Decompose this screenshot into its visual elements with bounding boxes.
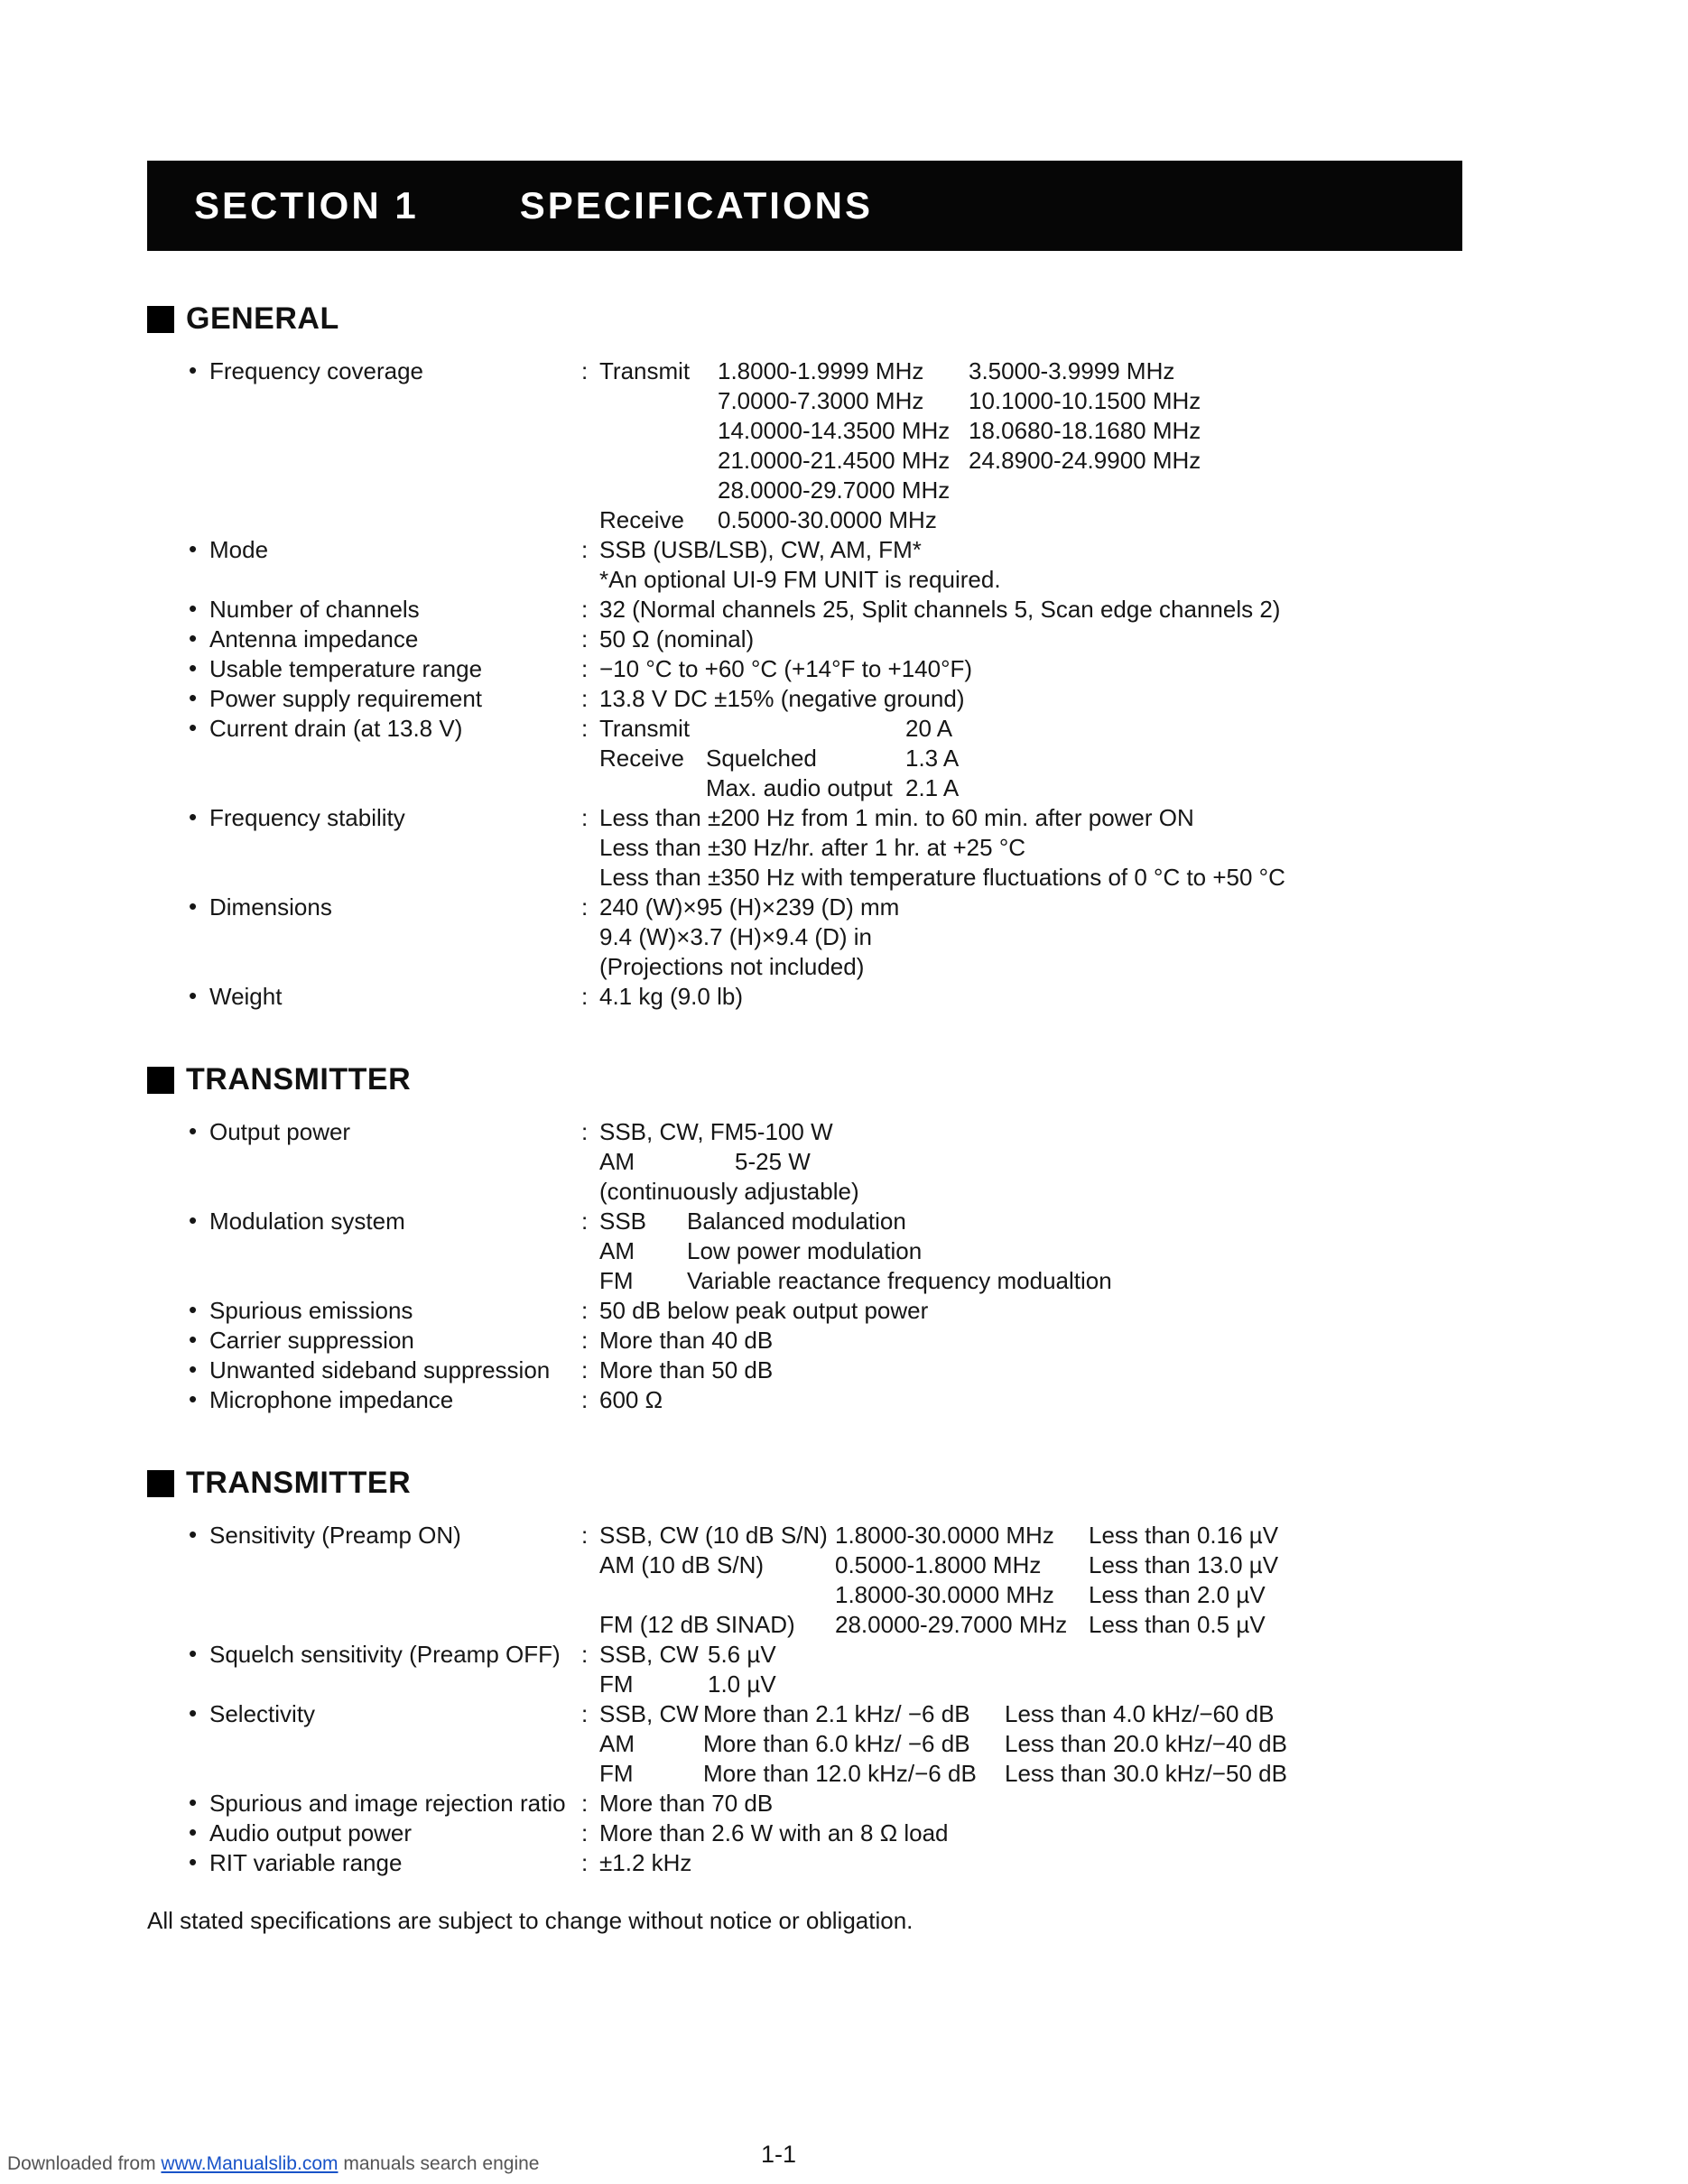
colon-separator: :	[581, 1386, 589, 1413]
value-line	[599, 654, 1501, 684]
value-cell: More than 50 dB	[599, 1356, 774, 1384]
value-line	[599, 416, 1501, 446]
value-cell: Less than ±30 Hz/hr. after 1 hr. at +25 °C	[599, 834, 1025, 861]
value-line	[599, 535, 1501, 565]
value-line	[599, 1236, 1501, 1266]
value-cell: Variable reactance frequency modualtion	[687, 1267, 1112, 1294]
value-cell: 14.0000-14.3500 MHz	[718, 417, 951, 444]
value-line	[599, 1296, 1501, 1326]
spec-label	[147, 1117, 581, 1147]
colon-separator: :	[581, 1700, 589, 1727]
value-cell: 5-25 W	[735, 1148, 811, 1175]
colon-separator: :	[581, 685, 589, 712]
spec-label-text: Mode	[209, 536, 269, 563]
value-cell: More than 6.0 kHz/ −6 dB	[703, 1730, 970, 1757]
spec-row	[147, 1699, 1501, 1789]
value-line	[599, 922, 1501, 952]
spec-label-text: Audio output power	[209, 1819, 413, 1846]
spec-label	[147, 893, 581, 922]
value-cell: Less than 2.0 µV	[1089, 1581, 1266, 1608]
value-cell: 9.4 (W)×3.7 (H)×9.4 (D) in	[599, 923, 872, 950]
bullet-icon: •	[189, 1356, 198, 1383]
bullet-icon: •	[189, 654, 198, 681]
value-cell: Max. audio output	[706, 774, 893, 801]
spec-label	[147, 1640, 581, 1670]
colon-separator: :	[581, 596, 589, 623]
value-cell: Less than 0.5 µV	[1089, 1611, 1266, 1638]
section-heading-label: TRANSMITTER	[186, 1062, 412, 1097]
bullet-icon: •	[189, 1385, 198, 1412]
colon-separator: :	[581, 1297, 589, 1324]
value-line	[599, 1117, 1501, 1147]
value-line	[599, 952, 1501, 982]
bullet-icon: •	[189, 1521, 198, 1548]
spec-row	[147, 1296, 1501, 1326]
section-heading	[147, 1466, 1501, 1501]
footer-note: All stated specifications are subject to change without notice or obligation.	[147, 1907, 914, 1934]
value-line	[599, 714, 1501, 744]
spec-label-text: Usable temperature range	[209, 655, 483, 682]
value-line	[599, 1640, 1501, 1670]
spec-label	[147, 1326, 581, 1356]
spec-value	[599, 654, 1501, 684]
spec-section	[147, 1062, 1501, 1415]
value-line	[599, 386, 1501, 416]
value-cell: 1.3 A	[905, 745, 960, 772]
value-line	[599, 446, 1501, 476]
spec-label-text: Unwanted sideband suppression	[209, 1356, 551, 1384]
value-cell: 5-100 W	[744, 1118, 833, 1145]
spec-label	[147, 1296, 581, 1326]
bullet-icon: •	[189, 893, 198, 920]
value-cell: AM	[599, 1730, 635, 1757]
spec-value	[599, 356, 1501, 535]
value-cell: 3.5000-3.9999 MHz	[969, 357, 1175, 384]
value-cell: More than 2.6 W with an 8 Ω load	[599, 1819, 949, 1846]
value-cell: Less than 4.0 kHz/−60 dB	[1005, 1700, 1275, 1727]
spec-label-text: Current drain (at 13.8 V)	[209, 715, 463, 742]
section-heading	[147, 1062, 1501, 1097]
bullet-icon: •	[189, 625, 198, 652]
section-heading-label: TRANSMITTER	[186, 1466, 412, 1500]
value-cell: 28.0000-29.7000 MHz	[835, 1611, 1068, 1638]
value-cell: Balanced modulation	[687, 1208, 906, 1235]
colon-separator: :	[581, 655, 589, 682]
value-cell: SSB	[599, 1208, 647, 1235]
colon-separator: :	[581, 983, 589, 1010]
spec-row	[147, 893, 1501, 982]
value-cell: FM	[599, 1760, 634, 1787]
spec-row	[147, 982, 1501, 1012]
spec-label	[147, 625, 581, 654]
value-line	[599, 833, 1501, 863]
spec-row	[147, 654, 1501, 684]
spec-label-text: Spurious emissions	[209, 1297, 413, 1324]
spec-value	[599, 1296, 1501, 1326]
colon-separator: :	[581, 625, 589, 652]
spec-row	[147, 1326, 1501, 1356]
spec-row	[147, 1117, 1501, 1207]
value-cell: Receive	[599, 745, 684, 772]
page-number: 1-1	[761, 2141, 797, 2168]
spec-row	[147, 1789, 1501, 1818]
page-title: SPECIFICATIONS	[519, 184, 873, 227]
value-cell: Squelched	[706, 745, 817, 772]
spec-label-text: Weight	[209, 983, 283, 1010]
spec-row	[147, 356, 1501, 535]
section-marker-icon	[147, 1470, 174, 1497]
spec-value	[599, 1699, 1501, 1789]
value-cell: SSB, CW	[599, 1641, 699, 1668]
value-cell: 50 dB below peak output power	[599, 1297, 929, 1324]
value-line	[599, 1699, 1501, 1729]
value-line	[599, 1550, 1501, 1580]
value-cell: (continuously adjustable)	[599, 1178, 859, 1205]
value-line	[599, 1266, 1501, 1296]
value-line	[599, 1759, 1501, 1789]
spec-label-text: Frequency stability	[209, 804, 405, 831]
bullet-icon: •	[189, 1848, 198, 1875]
colon-separator: :	[581, 893, 589, 921]
value-cell: −10 °C to +60 °C (+14°F to +140°F)	[599, 655, 973, 682]
colon-separator: :	[581, 1790, 589, 1817]
section-number: SECTION 1	[194, 184, 419, 227]
value-cell: Low power modulation	[687, 1237, 923, 1264]
colon-separator: :	[581, 1819, 589, 1846]
spec-section	[147, 1466, 1501, 1878]
value-cell: Less than ±200 Hz from 1 min. to 60 min. after power ON	[599, 804, 1194, 831]
value-cell: 1.8000-30.0000 MHz	[835, 1581, 1054, 1608]
bullet-icon: •	[189, 1640, 198, 1667]
manualslib-link[interactable]: www.Manualslib.com	[161, 2153, 339, 2174]
spec-label	[147, 654, 581, 684]
value-cell: Transmit	[599, 715, 691, 742]
value-line	[599, 982, 1501, 1012]
value-cell: 600 Ω	[599, 1386, 663, 1413]
value-cell: Less than ±350 Hz with temperature fluctuations of 0 °C to +50 °C	[599, 864, 1285, 891]
value-line	[599, 1670, 1501, 1699]
spec-label-text: Sensitivity (Preamp ON)	[209, 1522, 461, 1549]
value-line	[599, 1729, 1501, 1759]
bullet-icon: •	[189, 1789, 198, 1816]
spec-value	[599, 1385, 1501, 1415]
value-cell: More than 40 dB	[599, 1327, 774, 1354]
value-line	[599, 1326, 1501, 1356]
value-cell: 1.0 µV	[708, 1670, 776, 1698]
value-cell: 50 Ω (nominal)	[599, 625, 755, 652]
value-cell: 2.1 A	[905, 774, 960, 801]
colon-separator: :	[581, 1641, 589, 1668]
spec-label	[147, 714, 581, 744]
value-line	[599, 1789, 1501, 1818]
spec-value	[599, 1818, 1501, 1848]
value-line	[599, 476, 1501, 505]
spec-label	[147, 1385, 581, 1415]
spec-label	[147, 1356, 581, 1385]
spec-value	[599, 1117, 1501, 1207]
bullet-icon: •	[189, 535, 198, 562]
spec-value	[599, 1326, 1501, 1356]
spec-value	[599, 595, 1501, 625]
colon-separator: :	[581, 715, 589, 742]
spec-value	[599, 1640, 1501, 1699]
bullet-icon: •	[189, 684, 198, 711]
spec-row	[147, 1640, 1501, 1699]
value-cell: Less than 30.0 kHz/−50 dB	[1005, 1760, 1287, 1787]
spec-row	[147, 1356, 1501, 1385]
spec-value	[599, 1848, 1501, 1878]
value-cell: 21.0000-21.4500 MHz	[718, 447, 951, 474]
colon-separator: :	[581, 1327, 589, 1354]
bullet-icon: •	[189, 803, 198, 830]
colon-separator: :	[581, 1522, 589, 1549]
spec-label-text: Squelch sensitivity (Preamp OFF)	[209, 1641, 561, 1668]
spec-label-text: Spurious and image rejection ratio	[209, 1790, 566, 1817]
value-cell: Receive	[599, 506, 684, 533]
colon-separator: :	[581, 1118, 589, 1145]
value-line	[599, 625, 1501, 654]
value-cell: AM	[599, 1237, 635, 1264]
value-cell: FM (12 dB SINAD)	[599, 1611, 795, 1638]
spec-row	[147, 1207, 1501, 1296]
spec-value	[599, 1521, 1501, 1640]
value-cell: SSB, CW, FM	[599, 1118, 745, 1145]
value-line	[599, 773, 1501, 803]
value-cell: 18.0680-18.1680 MHz	[969, 417, 1201, 444]
spec-label-text: Power supply requirement	[209, 685, 483, 712]
value-cell: Less than 0.16 µV	[1089, 1522, 1279, 1549]
bullet-icon: •	[189, 982, 198, 1009]
spec-value	[599, 1207, 1501, 1296]
value-cell: ±1.2 kHz	[599, 1849, 692, 1876]
value-cell: SSB, CW (10 dB S/N)	[599, 1522, 828, 1549]
spec-value	[599, 1356, 1501, 1385]
spec-label	[147, 1848, 581, 1878]
value-cell: Less than 20.0 kHz/−40 dB	[1005, 1730, 1287, 1757]
value-cell: 0.5000-30.0000 MHz	[718, 506, 937, 533]
value-cell: 28.0000-29.7000 MHz	[718, 477, 951, 504]
spec-label-text: RIT variable range	[209, 1849, 403, 1876]
value-cell: (Projections not included)	[599, 953, 865, 980]
value-line	[599, 1147, 1501, 1177]
value-cell: 32 (Normal channels 25, Split channels 5, Scan edge channels 2)	[599, 596, 1281, 623]
spec-row	[147, 684, 1501, 714]
spec-label	[147, 803, 581, 833]
value-cell: AM (10 dB S/N)	[599, 1551, 765, 1578]
spec-value	[599, 714, 1501, 803]
watermark-suffix: manuals search engine	[338, 2153, 540, 2174]
value-line	[599, 595, 1501, 625]
value-cell: 10.1000-10.1500 MHz	[969, 387, 1201, 414]
value-line	[599, 1818, 1501, 1848]
spec-label-text: Carrier suppression	[209, 1327, 414, 1354]
value-line	[599, 1177, 1501, 1207]
value-cell: 13.8 V DC ±15% (negative ground)	[599, 685, 965, 712]
spec-row	[147, 595, 1501, 625]
spec-label	[147, 982, 581, 1012]
spec-label	[147, 535, 581, 565]
spec-label	[147, 1207, 581, 1236]
colon-separator: :	[581, 1849, 589, 1876]
value-cell: SSB, CW	[599, 1700, 699, 1727]
spec-row	[147, 1521, 1501, 1640]
bullet-icon: •	[189, 595, 198, 622]
value-cell: More than 70 dB	[599, 1790, 774, 1817]
bullet-icon: •	[189, 356, 198, 384]
spec-label	[147, 1818, 581, 1848]
value-line	[599, 893, 1501, 922]
value-line	[599, 1356, 1501, 1385]
spec-row	[147, 1818, 1501, 1848]
colon-separator: :	[581, 536, 589, 563]
spec-label-text: Selectivity	[209, 1700, 316, 1727]
spec-label	[147, 1699, 581, 1729]
value-cell: 1.8000-30.0000 MHz	[835, 1522, 1054, 1549]
spec-label	[147, 1789, 581, 1818]
spec-row	[147, 1385, 1501, 1415]
value-cell: *An optional UI-9 FM UNIT is required.	[599, 566, 1001, 593]
spec-label	[147, 1521, 581, 1550]
spec-row	[147, 803, 1501, 893]
spec-value	[599, 803, 1501, 893]
value-cell: 1.8000-1.9999 MHz	[718, 357, 924, 384]
value-line	[599, 1385, 1501, 1415]
value-cell: Less than 13.0 µV	[1089, 1551, 1279, 1578]
value-cell: More than 12.0 kHz/−6 dB	[703, 1760, 977, 1787]
value-cell: FM	[599, 1267, 634, 1294]
value-line	[599, 356, 1501, 386]
value-cell: SSB (USB/LSB), CW, AM, FM*	[599, 536, 922, 563]
value-line	[599, 1521, 1501, 1550]
spec-label-text: Dimensions	[209, 893, 332, 921]
watermark	[7, 2153, 539, 2175]
value-line	[599, 1207, 1501, 1236]
spec-value	[599, 684, 1501, 714]
section-marker-icon	[147, 306, 174, 333]
value-line	[599, 684, 1501, 714]
spec-row	[147, 1848, 1501, 1878]
colon-separator: :	[581, 357, 589, 384]
spec-value	[599, 893, 1501, 982]
bullet-icon: •	[189, 1699, 198, 1726]
spec-label-text: Output power	[209, 1118, 351, 1145]
value-cell: 4.1 kg (9.0 lb)	[599, 983, 743, 1010]
value-line	[599, 565, 1501, 595]
spec-row	[147, 625, 1501, 654]
value-line	[599, 744, 1501, 773]
value-line	[599, 1580, 1501, 1610]
spec-label	[147, 595, 581, 625]
bullet-icon: •	[189, 1207, 198, 1234]
spec-label-text: Microphone impedance	[209, 1386, 454, 1413]
spec-value	[599, 982, 1501, 1012]
value-line	[599, 863, 1501, 893]
value-cell: 240 (W)×95 (H)×239 (D) mm	[599, 893, 900, 921]
bullet-icon: •	[189, 714, 198, 741]
value-line	[599, 1848, 1501, 1878]
value-cell: More than 2.1 kHz/ −6 dB	[703, 1700, 970, 1727]
value-cell: 7.0000-7.3000 MHz	[718, 387, 924, 414]
value-cell: Transmit	[599, 357, 691, 384]
spec-sections	[147, 301, 1501, 1878]
section-heading	[147, 301, 1501, 337]
spec-value	[599, 535, 1501, 595]
spec-label	[147, 684, 581, 714]
value-cell: 0.5000-1.8000 MHz	[835, 1551, 1042, 1578]
bullet-icon: •	[189, 1117, 198, 1144]
spec-label-text: Frequency coverage	[209, 357, 424, 384]
colon-separator: :	[581, 1208, 589, 1235]
spec-label	[147, 356, 581, 386]
bullet-icon: •	[189, 1326, 198, 1353]
value-line	[599, 803, 1501, 833]
spec-section	[147, 301, 1501, 1012]
bullet-icon: •	[189, 1818, 198, 1846]
bullet-icon: •	[189, 1296, 198, 1323]
value-cell: AM	[599, 1148, 635, 1175]
colon-separator: :	[581, 804, 589, 831]
spec-label-text: Modulation system	[209, 1208, 405, 1235]
value-cell: 20 A	[905, 715, 953, 742]
spec-label-text: Number of channels	[209, 596, 420, 623]
value-line	[599, 505, 1501, 535]
spec-row	[147, 535, 1501, 595]
spec-label-text: Antenna impedance	[209, 625, 419, 652]
colon-separator: :	[581, 1356, 589, 1384]
spec-row	[147, 714, 1501, 803]
value-line	[599, 1610, 1501, 1640]
spec-value	[599, 1789, 1501, 1818]
spec-value	[599, 625, 1501, 654]
section-header-bar	[147, 161, 1462, 251]
watermark-prefix: Downloaded from	[7, 2153, 162, 2174]
content	[147, 251, 1501, 1935]
value-cell: 5.6 µV	[708, 1641, 776, 1668]
value-cell: FM	[599, 1670, 634, 1698]
section-marker-icon	[147, 1067, 174, 1094]
value-cell: 24.8900-24.9900 MHz	[969, 447, 1201, 474]
section-heading-label: GENERAL	[186, 301, 339, 336]
